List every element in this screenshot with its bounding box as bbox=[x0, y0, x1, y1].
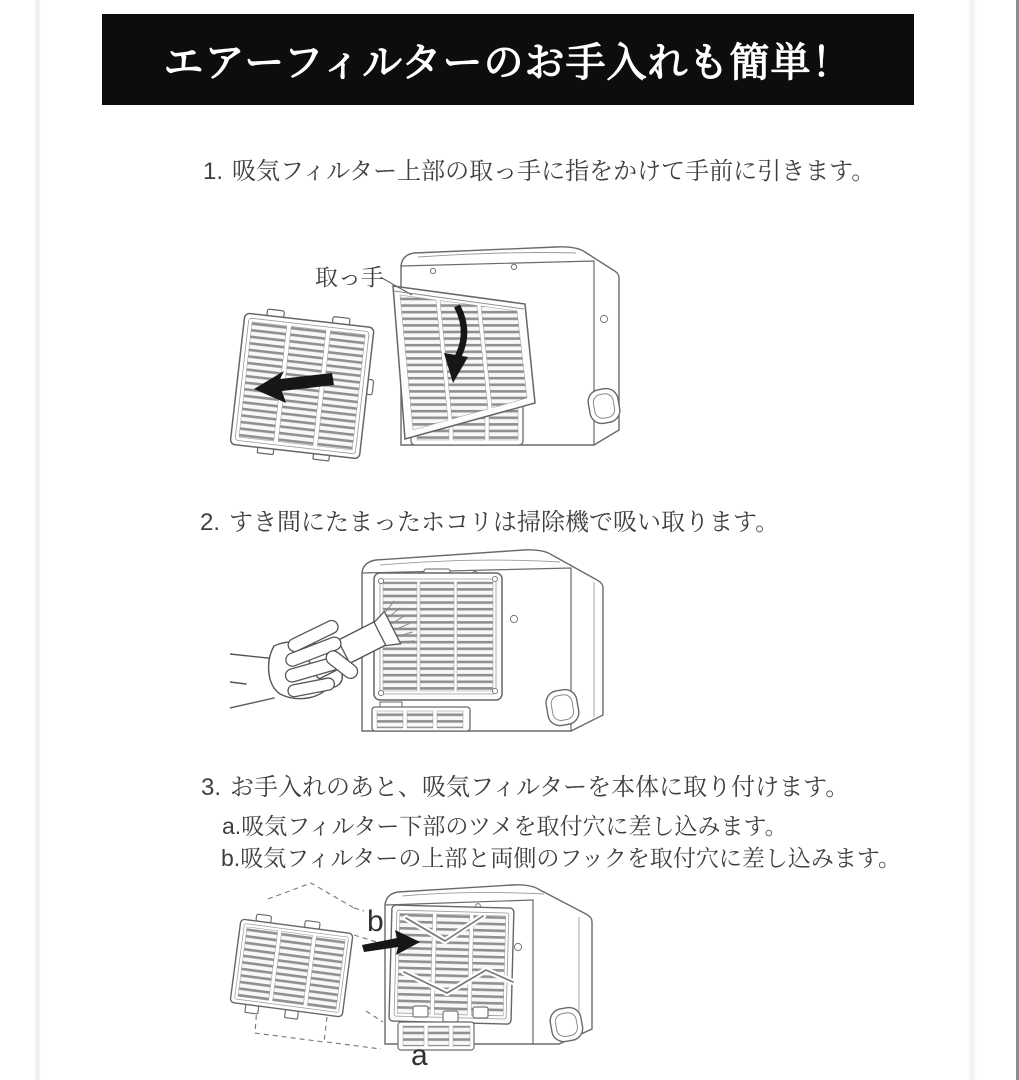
step-1-number: 1. bbox=[203, 158, 224, 185]
figure-vacuum-filter bbox=[230, 540, 650, 755]
step-1-label: 吸気フィルター上部の取っ手に指をかけて手前に引きます。 bbox=[232, 158, 876, 185]
substep-b-label: b. bbox=[221, 845, 241, 871]
filter-mount-grid bbox=[389, 905, 514, 1024]
left-page-edge bbox=[34, 0, 41, 1080]
label-b: b bbox=[367, 905, 384, 938]
step-3-text bbox=[201, 767, 849, 802]
step-2-number: 2. bbox=[200, 509, 221, 536]
substep-b-text bbox=[221, 840, 901, 873]
right-page-edge bbox=[967, 0, 977, 1080]
step-2-text bbox=[200, 502, 779, 537]
filter-to-insert bbox=[229, 912, 354, 1025]
banner-title: エアーフィルターのお手入れも簡単！ bbox=[163, 41, 853, 85]
screw-icon bbox=[514, 943, 521, 950]
lower-vent-grille bbox=[398, 1022, 474, 1050]
step-2-label: すき間にたまったホコリは掃除機で吸い取ります。 bbox=[229, 509, 780, 536]
step-1-text bbox=[203, 151, 875, 186]
screw-icon bbox=[430, 268, 435, 273]
step-3-number: 3. bbox=[201, 774, 222, 801]
screw-icon bbox=[600, 315, 607, 322]
handle-label: 取っ手 bbox=[315, 264, 384, 290]
screw-icon bbox=[511, 264, 516, 269]
label-a: a bbox=[411, 1039, 428, 1072]
figure-attach-filter bbox=[220, 878, 640, 1076]
figure-remove-filter bbox=[220, 243, 640, 478]
step-3-label: お手入れのあと、吸気フィルターを本体に取り付けます。 bbox=[230, 774, 850, 801]
substep-a-text bbox=[222, 808, 788, 841]
screw-icon bbox=[510, 615, 517, 622]
substep-a-body: 吸気フィルター下部のツメを取付穴に差し込みます。 bbox=[241, 813, 788, 839]
substep-b-body: 吸気フィルターの上部と両側のフックを取付穴に差し込みます。 bbox=[240, 845, 901, 871]
section-banner bbox=[102, 14, 914, 105]
substep-a-label: a. bbox=[222, 813, 242, 839]
